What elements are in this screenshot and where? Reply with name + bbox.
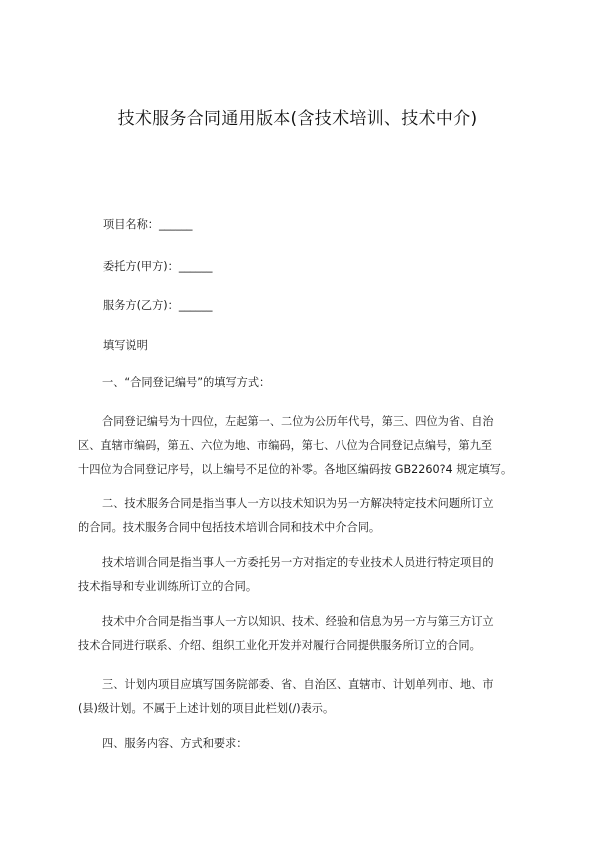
paragraph-line: 技术合同进行联系、介绍、组织工业化开发并对履行合同提供服务所订立的合同。 xyxy=(78,639,481,652)
paragraph-line: 区、直辖市编码，第五、六位为地、市编码，第七、八位为合同登记点编号，第九至 xyxy=(78,439,492,452)
document-title: 技术服务合同通用版本(含技术培训、技术中介) xyxy=(117,109,478,129)
paragraph-line: 合同登记编号为十四位，左起第一、二位为公历年代号，第三、四位为省、自治 xyxy=(102,415,494,428)
paragraph-6 xyxy=(78,673,518,721)
project-name-blank: ______ xyxy=(158,218,193,231)
service-party-label: 服务方(乙方)： xyxy=(103,299,179,312)
paragraph-line: 技术培训合同是指当事人一方委托另一方对指定的专业技术人员进行特定项目的 xyxy=(102,556,494,569)
section-heading: 填写说明 xyxy=(103,339,148,352)
paragraph-4 xyxy=(78,551,518,599)
service-party-blank: ______ xyxy=(178,299,213,312)
project-name-label: 项目名称： xyxy=(103,218,159,231)
paragraph-line: 四、服务内容、方式和要求： xyxy=(102,737,248,750)
paragraph-7 xyxy=(78,732,518,756)
paragraph-1 xyxy=(78,371,518,395)
client-party-blank: ______ xyxy=(178,260,213,273)
paragraph-3 xyxy=(78,492,518,540)
project-name-field xyxy=(103,216,193,232)
paragraph-line: 一、“合同登记编号”的填写方式： xyxy=(102,376,271,389)
paragraph-5 xyxy=(78,610,518,658)
paragraph-line: 二、技术服务合同是指当事人一方以技术知识为另一方解决特定技术问题所订立 xyxy=(102,497,494,510)
paragraph-line: (县)级计划。不属于上述计划的项目此栏划(/)表示。 xyxy=(78,702,335,715)
paragraph-line: 的合同。技术服务合同中包括技术培训合同和技术中介合同。 xyxy=(78,521,381,534)
paragraph-line: 三、计划内项目应填写国务院部委、省、自治区、直辖市、计划单列市、地、市 xyxy=(102,678,494,691)
paragraph-line: 十四位为合同登记序号，以上编号不足位的补零。各地区编码按 GB2260?4 规定填写。 xyxy=(78,463,513,476)
service-party-field xyxy=(103,297,212,313)
paragraph-line: 技术指导和专业训练所订立的合同。 xyxy=(78,580,258,593)
paragraph-2 xyxy=(78,410,518,482)
client-party-field xyxy=(103,258,212,274)
paragraph-line: 技术中介合同是指当事人一方以知识、技术、经验和信息为另一方与第三方订立 xyxy=(102,615,494,628)
client-party-label: 委托方(甲方)： xyxy=(103,260,179,273)
